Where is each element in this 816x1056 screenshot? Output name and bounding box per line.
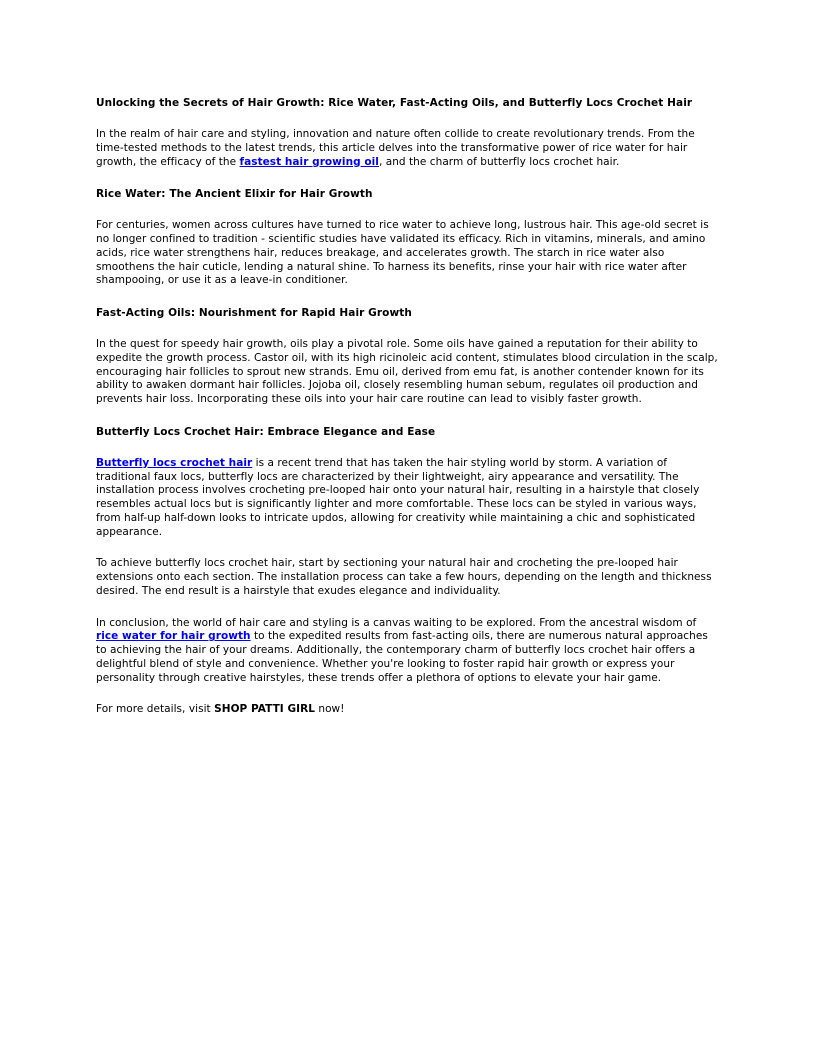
section-heading-fast-acting-oils: Fast-Acting Oils: Nourishment for Rapid Hair Growth	[96, 307, 412, 319]
section-heading-butterfly-locs: Butterfly Locs Crochet Hair: Embrace Elegance and Ease	[96, 425, 436, 438]
section-heading-rice-water: Rice Water: The Ancient Elixir for Hair Growth	[96, 188, 373, 201]
rice-water-for-hair-growth-link[interactable]: rice water for hair growth	[96, 630, 251, 643]
document-title: Unlocking the Secrets of Hair Growth: Rice Water, Fast-Acting Oils, and Butterfly Locs Crochet Hair	[96, 97, 693, 109]
intro-paragraph	[96, 128, 720, 169]
intro-text-after: , and the charm of butterfly locs crochet hair.	[378, 155, 620, 168]
conclusion-text-after: to the expedited results from fast-acting oils, there are numerous natural approaches to achieving the hair of your dreams. Additionally, the contemporary charm of butterfly locs crochet hair offers a delightful blend of style and convenience. Whether you're looking to foster rapid hair growth or express your personality through creative hairstyles, these trends offer a plethora of options to elevate your hair game.	[96, 630, 708, 684]
closing-paragraph	[96, 703, 720, 717]
butterfly-locs-paragraph	[96, 457, 720, 540]
conclusion-text-before: In conclusion, the world of hair care and styling is a canvas waiting to be explored. From the ancestral wisdom of	[96, 616, 697, 629]
intro-text-before: In the realm of hair care and styling, innovation and nature often collide to create revolutionary trends. From the time-tested methods to the latest trends, this article delves into the transformative power of rice water for hair growth, the efficacy of the	[96, 128, 695, 168]
fast-acting-oils-paragraph: In the quest for speedy hair growth, oils play a pivotal role. Some oils have gained a reputation for their ability to expedite the growth process. Castor oil, with its high ricinoleic acid content, stimulates blood circulation in the scalp, encouraging hair follicles to sprout new strands. Emu oil, derived from emu fat, is another contender known for its ability to awaken dormant hair follicles. Jojoba oil, closely resembling human sebum, regulates oil production and prevents hair loss. Incorporating these oils into your hair care routine can lead to visibly faster growth.	[96, 338, 718, 405]
shop-name: SHOP PATTI GIRL	[214, 703, 315, 716]
rice-water-paragraph: For centuries, women across cultures have turned to rice water to achieve long, lustrous hair. This age-old secret is no longer confined to tradition - scientific studies have validated its efficacy. Rich in vitamins, minerals, and amino acids, rice water strengthens hair, reduces breakage, and accelerates growth. The starch in rice water also smoothens the hair cuticle, lending a natural shine. To harness its benefits, rinse your hair with rice water after shampooing, or use it as a leave-in conditioner.	[96, 219, 709, 287]
document-page	[96, 96, 720, 735]
butterfly-locs-text: is a recent trend that has taken the hair styling world by storm. A variation of traditional faux locs, butterfly locs are characterized by their lightweight, airy appearance and versatility. The installation process involves crocheting pre-looped hair onto your natural hair, resulting in a hairstyle that closely resembles actual locs but is significantly lighter and more comfortable. These locs can be styled in various ways, from half-up half-down looks to intricate updos, allowing for creativity while maintaining a chic and sophisticated appearance.	[96, 456, 700, 538]
closing-text-after: now!	[314, 703, 345, 716]
butterfly-locs-install-paragraph: To achieve butterfly locs crochet hair, start by sectioning your natural hair and crocheting the pre-looped hair extensions onto each section. The installation process can take a few hours, depending on the length and thickness desired. The end result is a hairstyle that exudes elegance and individuality.	[96, 557, 712, 597]
butterfly-locs-crochet-hair-link[interactable]: Butterfly locs crochet hair	[96, 456, 253, 469]
fastest-hair-growing-oil-link[interactable]: fastest hair growing oil	[239, 155, 379, 168]
closing-text-before: For more details, visit	[96, 703, 215, 716]
conclusion-paragraph	[96, 617, 720, 686]
